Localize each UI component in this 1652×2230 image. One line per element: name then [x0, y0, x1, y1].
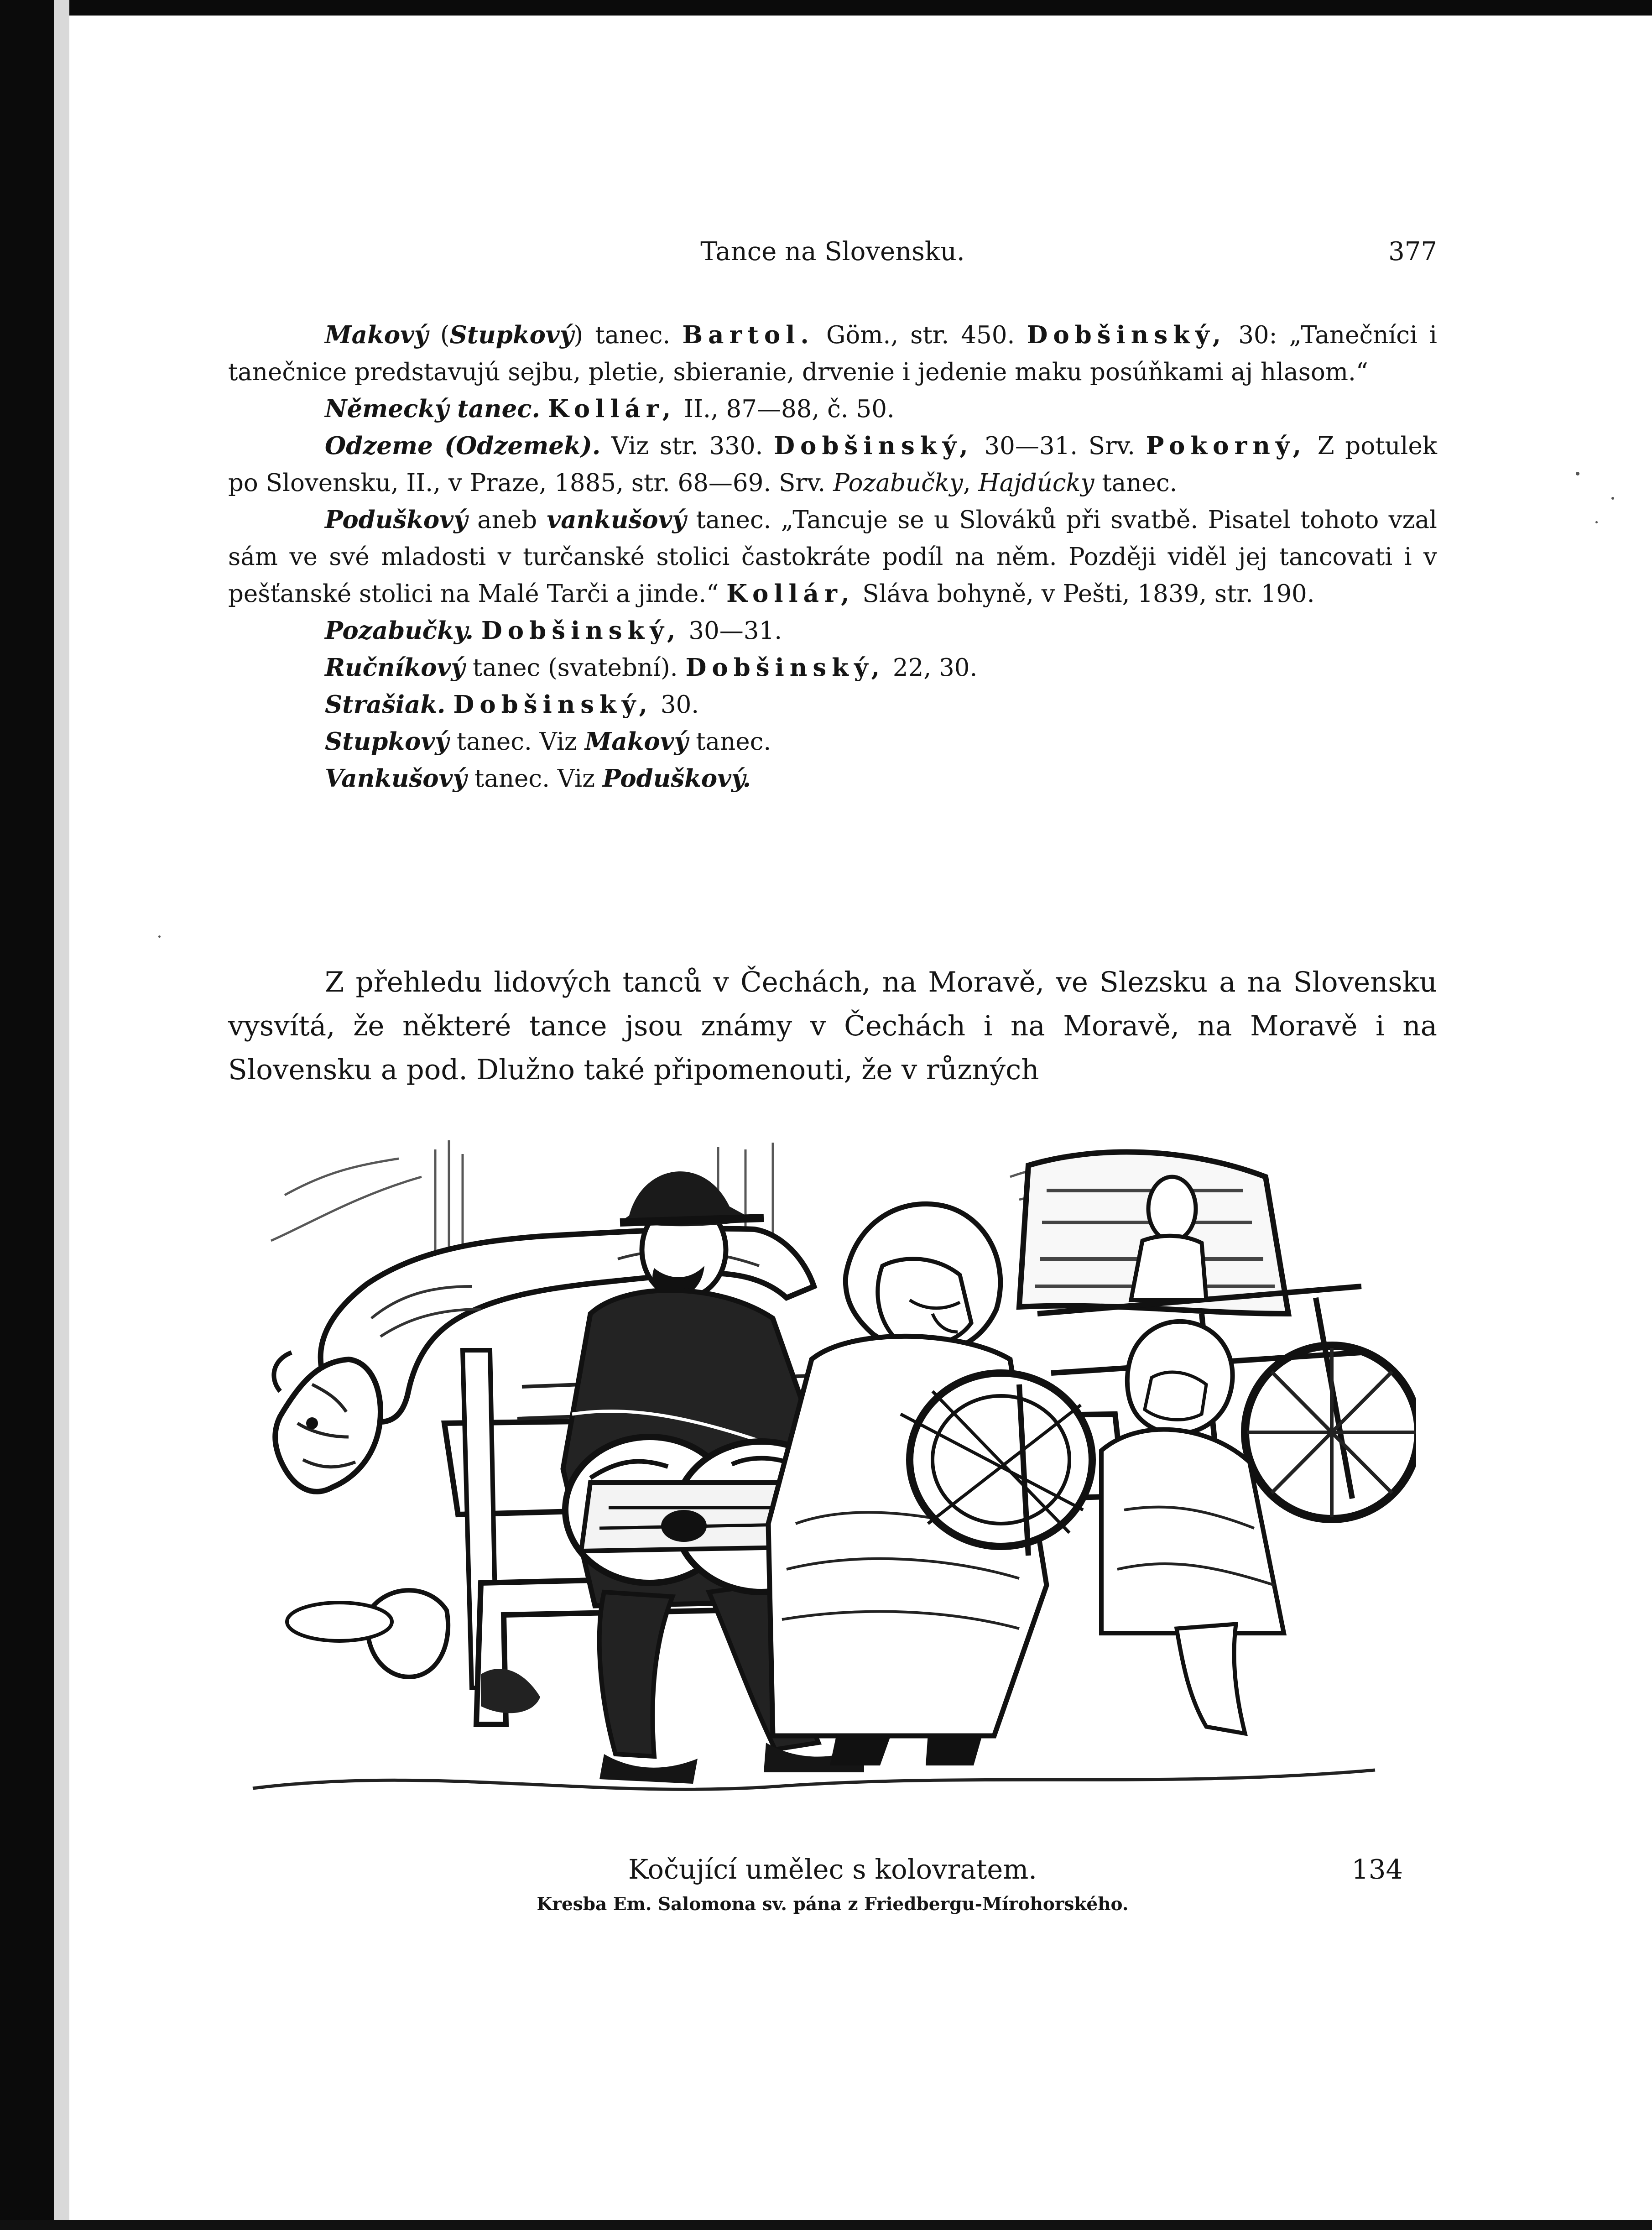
- entry-term: Německý tanec.: [325, 395, 541, 423]
- entry-text: tanec. „Tancuje se u Slováků při svatbě. Pisatel tohoto vzal sám ve své mladosti v turčanské stolici častokráte podíl na něm. Později viděl jej tancovati i v pešťanské stolici na Malé Tarči a jinde.“: [228, 506, 1437, 608]
- dance-entries: [228, 317, 1437, 797]
- entry-term: Odzeme (Odzemek).: [325, 432, 601, 460]
- entry-text: tanec.: [688, 728, 771, 756]
- scan-binding-strip: [54, 0, 69, 2230]
- author-name: Bartol.: [682, 321, 814, 349]
- entry-text: 30.: [653, 691, 699, 719]
- figure-number: 134: [1351, 1854, 1403, 1885]
- entry-pozabucky: [228, 612, 1437, 649]
- cross-reference: Makový: [584, 727, 688, 756]
- entry-odzeme: [228, 428, 1437, 501]
- entry-term: Makový: [325, 321, 428, 349]
- entry-vankusovy: [228, 760, 1437, 797]
- scan-speck: [1576, 472, 1579, 475]
- entry-text: 30—31.: [681, 617, 782, 645]
- entry-text: tanec. Viz: [449, 728, 585, 756]
- entry-text: II., 87—88, č. 50.: [676, 395, 895, 423]
- page-number: 377: [1388, 237, 1437, 266]
- entry-text: Viz str. 330.: [600, 432, 774, 460]
- cross-reference: Hajdúcky: [978, 469, 1094, 497]
- entry-alt-term: vankušový: [547, 506, 687, 534]
- entry-text: 30: „Tanečníci i tanečnice predstavujú sejbu, pletie, sbieranie, drvenie i jedenie maku posúňkami aj hlasom.“: [228, 321, 1437, 386]
- cross-reference: Pozabučky: [833, 469, 963, 497]
- author-name: Dobšinský,: [453, 690, 653, 719]
- entry-text: Z potulek po Slovensku, II., v Praze, 1885, str. 68—69. Srv.: [228, 432, 1437, 497]
- entry-term: Ručníkový: [325, 653, 465, 682]
- entry-text: tanec.: [1094, 469, 1178, 497]
- scan-left-edge: [0, 0, 54, 2230]
- entry-text: Sláva bohyně, v Pešti, 1839, str. 190.: [855, 580, 1315, 608]
- author-name: Dobšinský,: [1027, 321, 1227, 349]
- entry-alt-term: Stupkový: [449, 321, 574, 349]
- illustration-caption: [228, 1848, 1437, 1891]
- entry-text: Göm., str. 450.: [814, 321, 1027, 349]
- entry-text: tanec. Viz: [467, 765, 603, 793]
- entry-makovy: [228, 317, 1437, 391]
- entry-text: tanec (svatební).: [465, 654, 686, 682]
- scan-speck: [1595, 521, 1598, 523]
- entry-text: ,: [963, 469, 979, 497]
- entry-term: Poduškový: [325, 506, 468, 534]
- header-title: Tance na Slovensku.: [700, 237, 965, 266]
- entry-stupkovy: [228, 723, 1437, 760]
- entry-term: Vankušový: [325, 764, 467, 793]
- entry-poduskovy: [228, 501, 1437, 612]
- cross-reference: Poduškový.: [602, 764, 751, 793]
- entry-text: ) tanec.: [573, 321, 683, 349]
- engraved-illustration: [244, 1122, 1416, 1818]
- entry-text: 22, 30.: [885, 654, 978, 682]
- entry-rucnikovy: [228, 649, 1437, 686]
- book-page: [69, 16, 1652, 2220]
- author-name: Pokorný,: [1146, 432, 1307, 460]
- author-name: Dobšinský,: [685, 653, 886, 682]
- running-header: [228, 234, 1437, 270]
- entry-term: Strašiak.: [325, 690, 446, 719]
- entry-term: Pozabučky.: [325, 616, 474, 645]
- author-name: Kollár,: [547, 395, 677, 423]
- author-name: Dobšinský,: [481, 616, 681, 645]
- scan-top-edge: [0, 0, 1652, 16]
- scan-bottom-edge: [0, 2220, 1652, 2230]
- entry-text: 30—31. Srv.: [973, 432, 1146, 460]
- entry-nemecky: [228, 391, 1437, 428]
- author-name: Kollár,: [726, 580, 855, 608]
- scan-speck: [158, 935, 161, 938]
- scan-speck: [1611, 497, 1614, 500]
- body-paragraph: Z přehledu lidových tanců v Čechách, na Moravě, ve Slezsku a na Slovensku vysvítá, že některé tance jsou známy v Čechách i na Moravě, na Moravě i na Slovensku a pod. Dlužno také připomenouti, že v různých: [228, 966, 1437, 1086]
- author-name: Dobšinský,: [774, 432, 974, 460]
- entry-strasiak: [228, 686, 1437, 723]
- illustration-credit: Kresba Em. Salomona sv. pána z Friedbergu-Mírohorského.: [537, 1894, 1129, 1915]
- entry-text: aneb: [467, 506, 547, 534]
- entry-term: Stupkový: [325, 727, 449, 756]
- entry-text: (: [428, 321, 450, 349]
- caption-title: Kočující umělec s kolovratem.: [628, 1854, 1037, 1885]
